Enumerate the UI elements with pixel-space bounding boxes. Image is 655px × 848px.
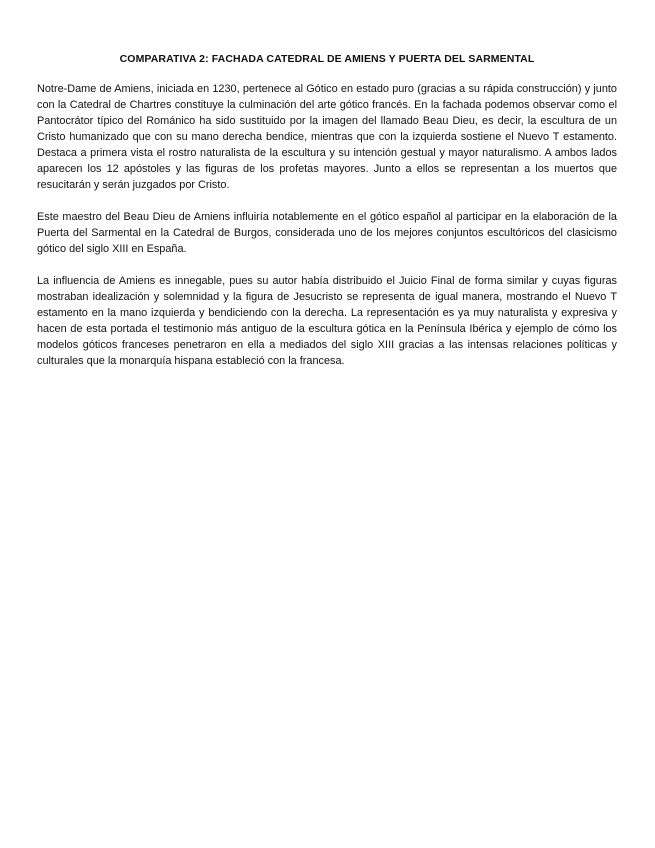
document-body — [37, 52, 617, 385]
paragraph-beau-dieu-master: Este maestro del Beau Dieu de Amiens influiría notablemente en el gótico español al participar en la elaboración de la Puerta del Sarmental en la Catedral de Burgos, considerada uno de los mejores conjuntos escultóricos del clasicismo gótico del siglo XIII en España. — [37, 211, 617, 255]
document-title: COMPARATIVA 2: FACHADA CATEDRAL DE AMIENS Y PUERTA DEL SARMENTAL — [119, 53, 535, 65]
paragraph-amiens: Notre-Dame de Amiens, iniciada en 1230, pertenece al Gótico en estado puro (gracias a su rápida construcción) y junto con la Catedral de Chartres constituye la culminación del arte gótico francés. En la fachada podemos observar como el Pantocrátor típico del Románico ha sido sustituido por la imagen del llamado Beau Dieu, es decir, la escultura de un Cristo humanizado que con su mano derecha bendice, mientras que con la izquierda sostiene el Nuevo T estamento. Destaca a primera vista el rostro naturalista de la escultura y su intención gestual y mayor naturalismo. A ambos lados aparecen los 12 apóstoles y las figuras de los profetas mayores. Junto a ellos se representan a los muertos que resucitarán y serán juzgados por Cristo. — [37, 83, 617, 191]
paragraph-influence: La influencia de Amiens es innegable, pues su autor había distribuido el Juicio Final de forma similar y cuyas figuras mostraban idealización y solemnidad y la figura de Jesucristo se representa de igual manera, mostrando el Nuevo T estamento en la mano izquierda y bendiciendo con la derecha. La representación es ya muy naturalista y expresiva y hacen de esta portada el testimonio más antiguo de la escultura gótica en la Península Ibérica y ejemplo de cómo los modelos góticos franceses penetraron en ella a mediados del siglo XIII gracias a las intensas relaciones políticas y culturales que la monarquía hispana estableció con la francesa. — [37, 275, 617, 367]
